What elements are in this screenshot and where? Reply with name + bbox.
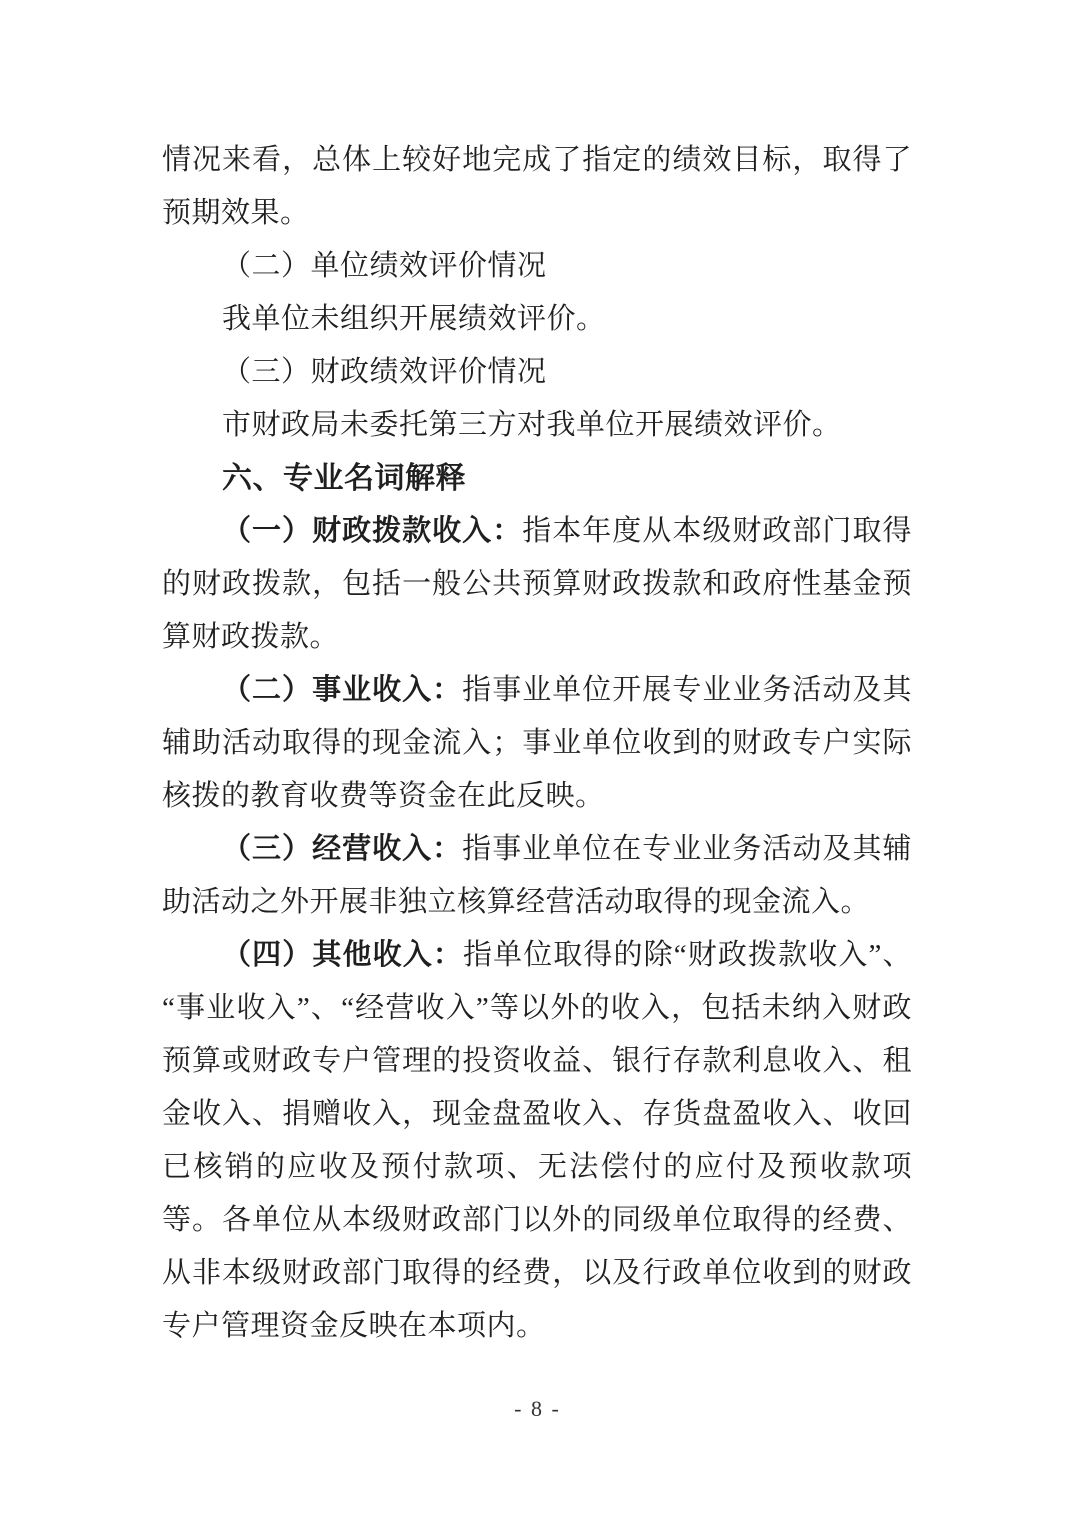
paragraph-unit-evaluation-statement: 我单位未组织开展绩效评价。 xyxy=(222,303,606,335)
term-name-public-institution-income: （二）事业收入： xyxy=(222,674,463,706)
term-definition-business-income: 指事业单位在专业业务活动及其辅助活动之外开展非独立核算经营活动取得的现金流入。 xyxy=(162,833,912,918)
definition-paragraph-fiscal-appropriation-income xyxy=(162,505,912,664)
term-definition-public-institution-income: 指事业单位开展专业业务活动及其辅助活动取得的现金流入；事业单位收到的财政专户实际核拨的教育收费等资金在此反映。 xyxy=(162,674,912,812)
section-heading-terminology: 六、专业名词解释 xyxy=(222,462,466,495)
term-definition-other-income: 指单位取得的除“财政拨款收入”、“事业收入”、“经营收入”等以外的收入，包括未纳入财政预算或财政专户管理的投资收益、银行存款利息收入、租金收入、捐赠收入，现金盘盈收入、存货盘盈收入、收回已核销的应收及预付款项、无法偿付的应付及预收款项等。各单位从本级财政部门以外的同级单位取得的经费、从非本级财政部门取得的经费，以及行政单位收到的财政专户管理资金反映在本项内。 xyxy=(162,939,912,1342)
subheading-fiscal-performance-evaluation: （三）财政绩效评价情况 xyxy=(222,356,547,388)
term-name-business-income: （三）经营收入： xyxy=(222,833,463,865)
page-number: - 8 - xyxy=(514,1396,561,1421)
definition-paragraph-business-income xyxy=(162,823,912,929)
term-name-fiscal-appropriation-income: （一）财政拨款收入： xyxy=(222,515,523,547)
subheading-unit-performance-evaluation: （二）单位绩效评价情况 xyxy=(222,250,547,282)
document-body xyxy=(162,134,912,1353)
term-definition-fiscal-appropriation-income: 指本年度从本级财政部门取得的财政拨款，包括一般公共预算财政拨款和政府性基金预算财政拨款。 xyxy=(162,515,912,653)
definition-paragraph-operating-income-public xyxy=(162,664,912,823)
definition-paragraph-other-income xyxy=(162,929,912,1353)
term-name-other-income: （四）其他收入： xyxy=(222,939,463,971)
paragraph-fiscal-evaluation-statement: 市财政局未委托第三方对我单位开展绩效评价。 xyxy=(222,409,842,441)
paragraph-continuation: 情况来看，总体上较好地完成了指定的绩效目标，取得了预期效果。 xyxy=(162,144,912,229)
